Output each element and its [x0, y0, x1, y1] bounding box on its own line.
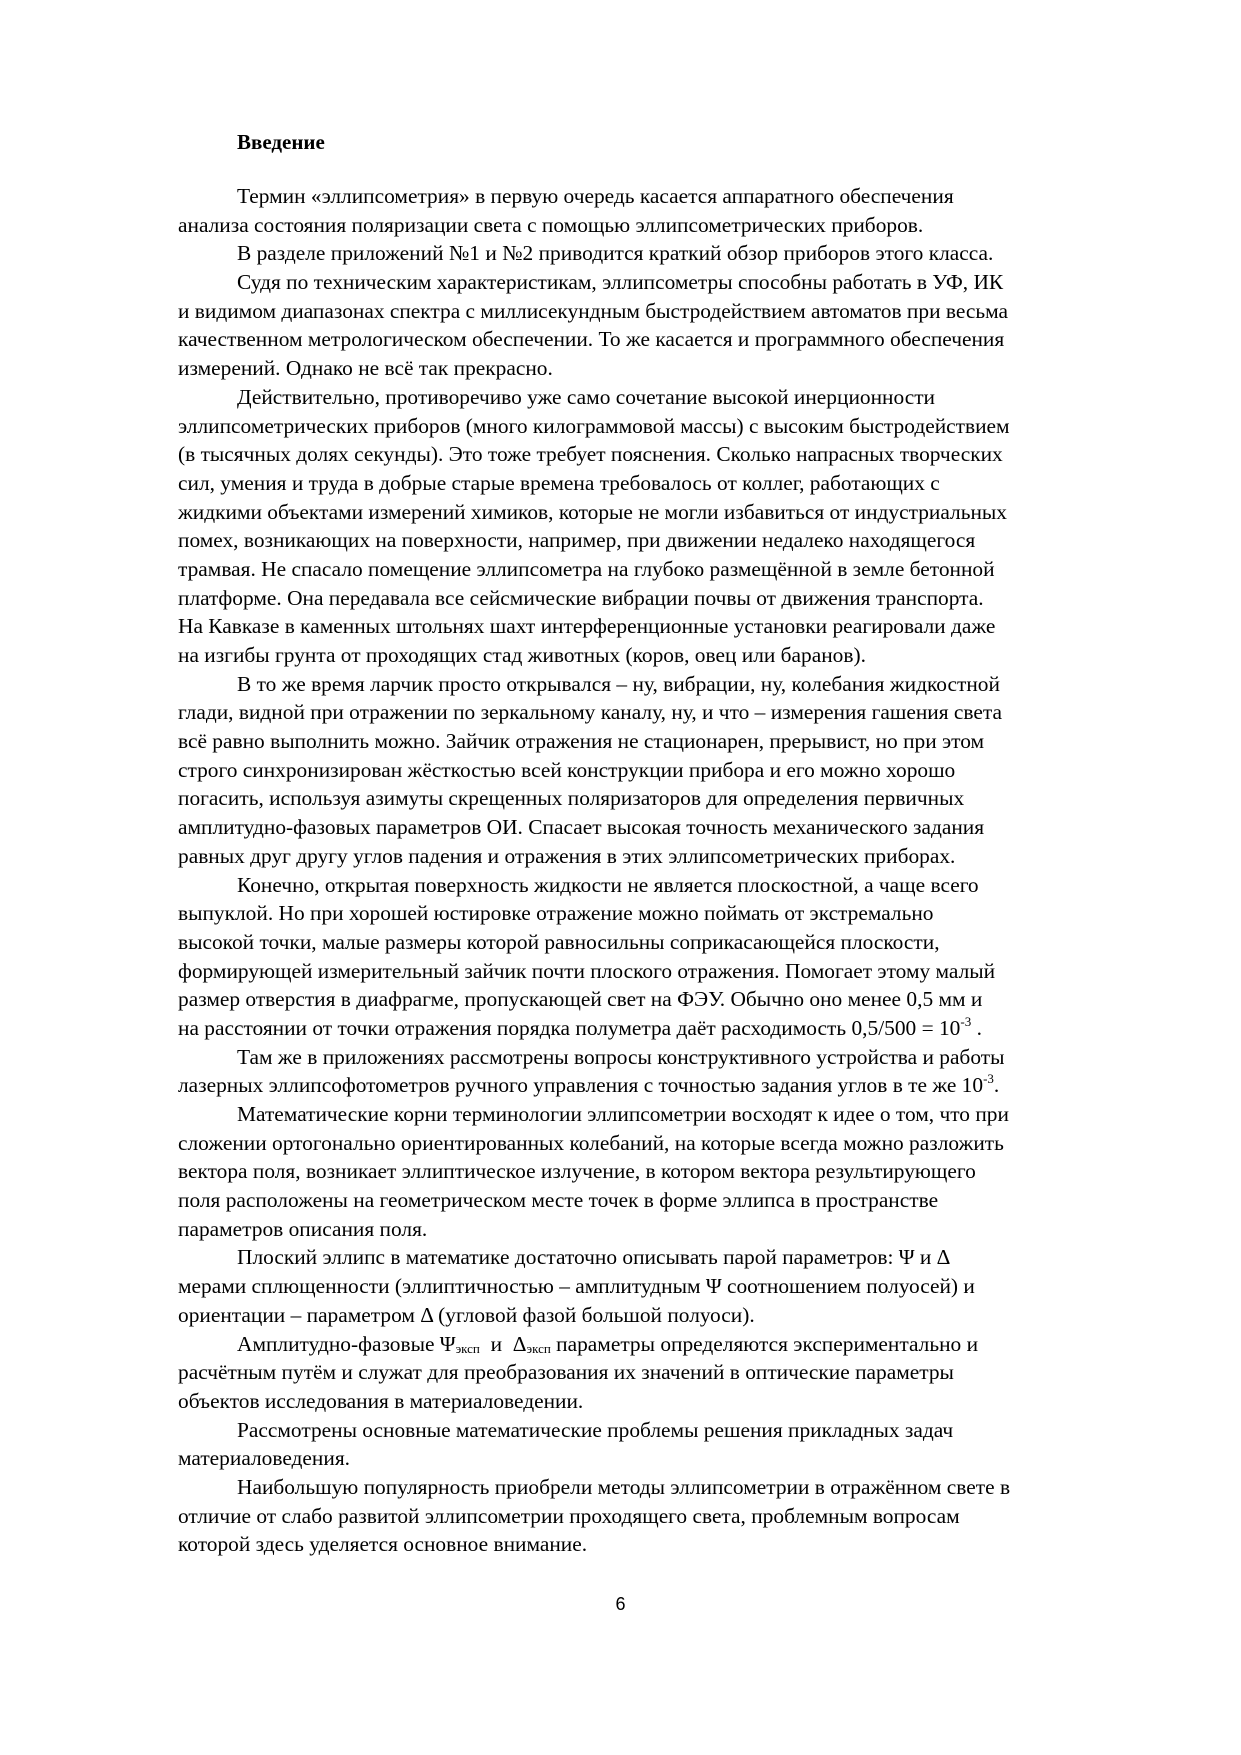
text-run: . [993, 1073, 1000, 1098]
paragraph [178, 383, 1168, 670]
superscript-exponent: -3 [960, 1013, 972, 1029]
text-line: На Кавказе в каменных штольнях шахт интерференционные установки реагировали даже [178, 614, 996, 639]
paragraph [178, 1473, 1168, 1559]
paragraph [178, 871, 1168, 1043]
text-line: объектов исследования в материаловедении. [178, 1388, 584, 1413]
text-line: Действительно, противоречиво уже само сочетание высокой инерционности [237, 384, 936, 409]
text-line: трамвая. Не спасало помещение эллипсометра на глубоко размещённой в земле бетонной [178, 556, 995, 581]
text-line: В то же время ларчик просто открывался – ну, вибрации, ну, колебания жидкостной [237, 671, 1000, 696]
text-line: платформе. Она передавала все сейсмические вибрации почвы от движения транспорта. [178, 585, 984, 610]
text-line: качественном метрологическом обеспечении. То же касается и программного обеспечения [178, 327, 1005, 352]
text-line: равных друг другу углов падения и отражения в этих эллипсометрических приборах. [178, 843, 956, 868]
text-run: параметры определяются экспериментально и [550, 1331, 979, 1356]
text-line: сил, умения и труда в добрые старые времена требовалось от коллег, работающих с [178, 470, 940, 495]
subscript-label: эксп [455, 1340, 480, 1356]
paragraph [178, 1100, 1168, 1243]
text-line: жидкими объектами измерений химиков, которые не могли избавиться от индустриальных [178, 499, 1007, 524]
text-line: анализа состояния поляризации света с помощью эллипсометрических приборов. [178, 212, 924, 237]
text-line: на изгибы грунта от проходящих стад животных (коров, овец или баранов). [178, 643, 866, 667]
text-line: амплитудно-фазовых параметров ОИ. Спасает высокая точность механического задания [178, 815, 985, 840]
text-line: выпуклой. Но при хорошей юстировке отражение можно поймать от экстремально [178, 901, 934, 926]
text-line: отличие от слабо развитой эллипсометрии проходящего света, проблемным вопросам [178, 1503, 960, 1528]
paragraph [178, 670, 1168, 871]
text-line: Термин «эллипсометрия» в первую очередь касается аппаратного обеспечения [237, 184, 954, 208]
paragraph [178, 239, 1168, 268]
text-line: сложении ортогонально ориентированных колебаний, на которые всегда можно разложить [178, 1130, 1004, 1155]
text-line: В разделе приложений №1 и №2 приводится краткий обзор приборов этого класса. [237, 241, 994, 266]
section-heading: Введение [237, 130, 325, 154]
text-line: всё равно выполнить можно. Зайчик отражения не стационарен, прерывист, но при этом [178, 729, 985, 754]
text-run: . [971, 1015, 982, 1040]
text-line: формирующей измерительный зайчик почти плоского отражения. Помогает этому малый [178, 958, 996, 983]
text-run: на расстоянии от точки отражения порядка полуметра даёт расходимость 0,5/500 = 10 [178, 1015, 961, 1040]
text-line: мерами сплющенности (эллиптичностью – амплитудным Ψ соотношением полуосей) и [178, 1274, 975, 1299]
text-line: помех, возникающих на поверхности, например, при движении недалеко находящегося [178, 528, 976, 553]
text-line: и видимом диапазонах спектра с миллисекундным быстродействием автоматов при весьма [178, 298, 1009, 323]
body-text [178, 182, 1168, 1559]
paragraph [178, 1330, 1168, 1416]
text-line: измерений. Однако не всё так прекрасно. [178, 356, 553, 381]
paragraph [178, 1243, 1168, 1329]
paragraph [178, 1043, 1168, 1100]
text-line: Там же в приложениях рассмотрены вопросы конструктивного устройства и работы [237, 1044, 1005, 1069]
paragraph [178, 182, 1168, 239]
page-number: 6 [615, 1594, 626, 1614]
text-line: вектора поля, возникает эллиптическое излучение, в котором вектора результирующего [178, 1159, 976, 1184]
text-run: лазерных эллипсофотометров ручного управления с точностью задания углов в те же 10 [178, 1073, 984, 1098]
text-line: Конечно, открытая поверхность жидкости не является плоскостной, а чаще всего [237, 872, 979, 897]
text-line: расчётным путём и служат для преобразования их значений в оптические параметры [178, 1360, 954, 1385]
text-line: Судя по техническим характеристикам, эллипсометры способны работать в УФ, ИК [237, 270, 1004, 295]
text-line: материаловедения. [178, 1446, 351, 1471]
text-line: высокой точки, малые размеры которой равносильны соприкасающейся плоскости, [178, 929, 940, 954]
text-line: поля расположены на геометрическом месте точек в форме эллипса в пространстве [178, 1188, 939, 1213]
text-run: Амплитудно-фазовые Ψ [237, 1331, 456, 1356]
text-line: Наибольшую популярность приобрели методы эллипсометрии в отражённом свете в [237, 1474, 1011, 1499]
text-line: которой здесь уделяется основное внимание. [178, 1532, 588, 1557]
text-line: размер отверстия в диафрагме, пропускающей свет на ФЭУ. Обычно оно менее 0,5 мм и [178, 987, 983, 1012]
subscript-label: эксп [526, 1340, 551, 1356]
text-line: Математические корни терминологии эллипсометрии восходят к идее о том, что при [237, 1102, 1009, 1126]
text-line: строго синхронизирован жёсткостью всей конструкции прибора и его можно хорошо [178, 757, 956, 782]
paragraph [178, 268, 1168, 383]
paragraph [178, 1416, 1168, 1473]
text-line: глади, видной при отражении по зеркальному каналу, ну, и что – измерения гашения света [178, 700, 1002, 725]
text-line: параметров описания поля. [178, 1216, 428, 1241]
text-line: ориентации – параметром Δ (угловой фазой большой полуоси). [178, 1302, 755, 1327]
text-line [178, 1071, 1168, 1100]
text-line: Плоский эллипс в математике достаточно описывать парой параметров: Ψ и Δ [237, 1245, 951, 1270]
text-line: (в тысячных долях секунды). Это тоже требует пояснения. Сколько напрасных творческих [178, 442, 1003, 467]
text-line: погасить, используя азимуты скрещенных поляризаторов для определения первичных [178, 786, 965, 811]
text-run: и Δ [479, 1331, 527, 1356]
text-line [178, 1014, 1168, 1043]
text-line: эллипсометрических приборов (много килограммовой массы) с высоким быстродействием [178, 413, 1010, 438]
superscript-exponent: -3 [983, 1071, 994, 1087]
text-line: Рассмотрены основные математические проблемы решения прикладных задач [237, 1417, 954, 1442]
text-line [178, 1330, 1168, 1359]
